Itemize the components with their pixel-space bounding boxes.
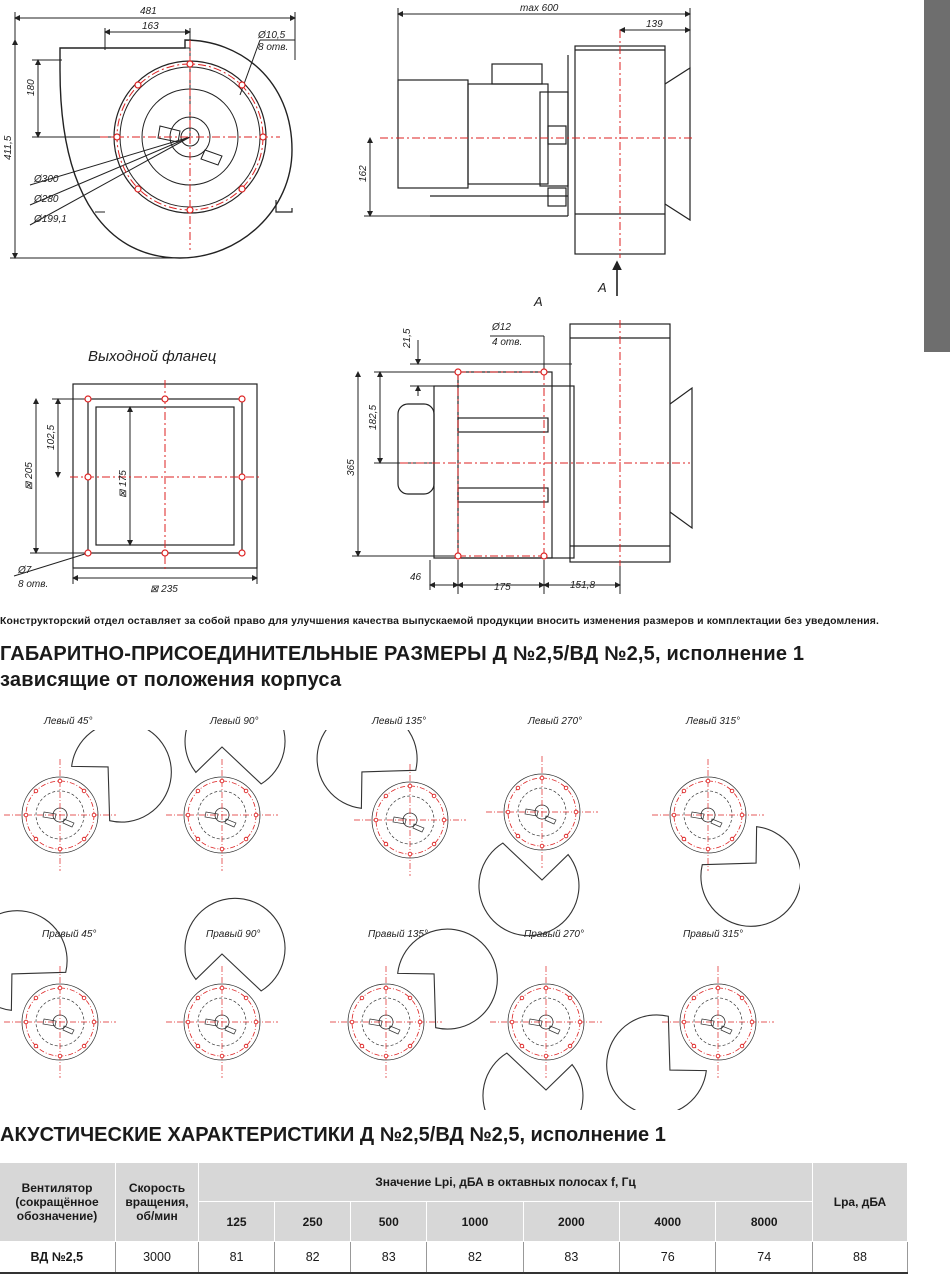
freq-header: 4000	[620, 1202, 716, 1242]
bolt-hole	[92, 1020, 96, 1024]
motor-blades	[43, 1019, 74, 1034]
motor-blades	[205, 1019, 236, 1034]
value-cell: 83	[351, 1242, 427, 1274]
dim-d199: Ø199,1	[34, 214, 67, 225]
bolt-hole	[540, 844, 544, 848]
bolt-hole	[564, 786, 568, 790]
housing-outline	[398, 929, 498, 1029]
dim-max600: max 600	[520, 3, 559, 14]
variant-drawings	[0, 730, 800, 1110]
bolt-hole	[244, 1044, 248, 1048]
dim-175: ⊠ 175	[118, 470, 129, 498]
col-speed: Скорость вращения, об/мин	[116, 1163, 199, 1242]
bolt-hole	[196, 789, 200, 793]
dim-481: 481	[140, 6, 157, 17]
motor-blades	[525, 809, 556, 824]
dim-d7: Ø7	[18, 565, 32, 576]
dim-180: 180	[26, 79, 37, 96]
bolt-hole	[578, 1020, 582, 1024]
housing-outline	[607, 1015, 707, 1110]
variant-label: Правый 315°	[683, 929, 743, 940]
variant-label: Правый 135°	[368, 929, 428, 940]
bolt-hole	[574, 810, 578, 814]
bolt-hole	[432, 794, 436, 798]
housing-outline	[317, 730, 417, 808]
bolt-hole	[58, 1054, 62, 1058]
value-cell: 81	[199, 1242, 275, 1274]
view-a-label: A	[534, 294, 543, 309]
housing-outline	[483, 1053, 583, 1110]
dim-21: 21,5	[402, 328, 413, 348]
bolt-hole	[408, 852, 412, 856]
dim-d280: Ø280	[34, 194, 59, 205]
bolt-hole	[92, 813, 96, 817]
dim-d12-count: 4 отв.	[492, 337, 523, 348]
bolt-hole	[506, 810, 510, 814]
bolt-hole	[58, 986, 62, 990]
dim-365: 365	[346, 459, 357, 476]
bolt-hole	[384, 794, 388, 798]
bolt-hole	[418, 1020, 422, 1024]
dim-d12: Ø12	[492, 322, 511, 333]
flange-title: Выходной фланец	[88, 348, 217, 365]
bolt-hole	[82, 837, 86, 841]
bolt-hole	[516, 786, 520, 790]
speed-cell: 3000	[116, 1242, 199, 1274]
bolt-hole	[244, 837, 248, 841]
bolt-hole	[442, 818, 446, 822]
bolt-hole	[384, 1054, 388, 1058]
value-cell: 82	[275, 1242, 351, 1274]
bolt-hole	[568, 996, 572, 1000]
bolt-hole	[408, 784, 412, 788]
bolt-hole	[82, 1044, 86, 1048]
col-fan: Вентилятор (сокращённое обозначение)	[0, 1163, 116, 1242]
motor-blades	[529, 1019, 560, 1034]
dim-163: 163	[142, 21, 159, 32]
bolt-hole	[408, 996, 412, 1000]
bolt-hole	[34, 789, 38, 793]
motor-blades	[691, 812, 722, 827]
bolt-hole	[384, 986, 388, 990]
variant-label: Правый 45°	[42, 929, 97, 940]
value-cell: 83	[523, 1242, 619, 1274]
housing-outline	[185, 898, 285, 991]
bolt-hole	[568, 1044, 572, 1048]
bolt-hole	[220, 847, 224, 851]
fan-cell: ВД №2,5	[0, 1242, 116, 1274]
bolt-hole	[672, 813, 676, 817]
bolt-hole	[82, 996, 86, 1000]
bolt-hole	[730, 789, 734, 793]
freq-header: 1000	[427, 1202, 523, 1242]
dim-46: 46	[410, 572, 422, 583]
bolt-hole	[196, 1044, 200, 1048]
bolt-hole	[186, 1020, 190, 1024]
bolt-hole	[360, 996, 364, 1000]
bolt-hole	[682, 837, 686, 841]
heading-dimensions: ГАБАРИТНО-ПРИСОЕДИНИТЕЛЬНЫЕ РАЗМЕРЫ Д №2,5/ВД №2,5, исполнение 1	[0, 643, 805, 665]
freq-header: 250	[275, 1202, 351, 1242]
lpa-cell: 88	[813, 1242, 908, 1274]
dim-hole-count: 8 отв.	[258, 42, 289, 53]
col-lpi: Значение Lpi, дБА в октавных полосах f, Гц	[199, 1163, 813, 1202]
bolt-hole	[220, 1054, 224, 1058]
bolt-hole	[244, 996, 248, 1000]
bolt-hole	[432, 842, 436, 846]
bolt-hole	[254, 813, 258, 817]
bolt-hole	[730, 837, 734, 841]
bolt-hole	[374, 818, 378, 822]
bolt-hole	[220, 779, 224, 783]
acoustic-table	[0, 1162, 908, 1274]
freq-header: 8000	[716, 1202, 813, 1242]
dim-205: ⊠ 205	[24, 462, 35, 490]
bolt-hole	[564, 834, 568, 838]
bolt-hole	[24, 813, 28, 817]
bolt-hole	[740, 813, 744, 817]
arrow-a-label: A	[598, 280, 607, 295]
motor-blades	[205, 812, 236, 827]
variant-label: Левый 270°	[528, 716, 583, 727]
bolt-hole	[82, 789, 86, 793]
value-cell: 74	[716, 1242, 813, 1274]
bolt-hole	[196, 996, 200, 1000]
motor-blades	[393, 817, 424, 832]
bolt-hole	[706, 779, 710, 783]
bolt-hole	[34, 1044, 38, 1048]
bolt-hole	[692, 996, 696, 1000]
bolt-hole	[220, 986, 224, 990]
bolt-hole	[254, 1020, 258, 1024]
dim-102: 102,5	[46, 424, 57, 450]
dim-162: 162	[358, 165, 369, 182]
motor-blades	[369, 1019, 400, 1034]
housing-outline	[479, 843, 579, 936]
variant-label: Правый 90°	[206, 929, 261, 940]
bolt-hole	[516, 834, 520, 838]
variant-label: Правый 270°	[524, 929, 584, 940]
bolt-hole	[540, 776, 544, 780]
bolt-hole	[520, 1044, 524, 1048]
bolt-hole	[750, 1020, 754, 1024]
housing-outline	[0, 911, 67, 1011]
motor-blades	[43, 812, 74, 827]
dim-411: 411,5	[3, 135, 14, 160]
bolt-hole	[520, 996, 524, 1000]
dim-175b: 175	[494, 582, 511, 593]
freq-header: 2000	[523, 1202, 619, 1242]
bolt-hole	[740, 996, 744, 1000]
bolt-hole	[360, 1044, 364, 1048]
design-notice: Конструкторский отдел оставляет за собой право для улучшения качества выпускаемой продукции вносить изменения размеров и комплектации без уведомления.	[0, 616, 880, 627]
bolt-hole	[706, 847, 710, 851]
variant-label: Левый 315°	[686, 716, 741, 727]
dim-139: 139	[646, 19, 663, 30]
freq-header: 125	[199, 1202, 275, 1242]
bolt-hole	[24, 1020, 28, 1024]
dim-151: 151,8	[570, 580, 596, 591]
bolt-hole	[544, 986, 548, 990]
variant-label: Левый 135°	[372, 716, 427, 727]
bolt-hole	[716, 1054, 720, 1058]
bolt-hole	[692, 1044, 696, 1048]
variant-label: Левый 90°	[210, 716, 259, 727]
housing-outline	[701, 827, 800, 927]
bolt-hole	[740, 1044, 744, 1048]
housing-outline	[185, 730, 285, 784]
bolt-hole	[244, 789, 248, 793]
table-row	[0, 1242, 908, 1274]
page-side-tab	[924, 0, 950, 352]
bolt-hole	[350, 1020, 354, 1024]
bolt-hole	[682, 1020, 686, 1024]
heading-dimensions-sub: зависящие от положения корпуса	[0, 669, 342, 691]
col-lpa: Lpa, дБА	[813, 1163, 908, 1242]
bolt-hole	[34, 837, 38, 841]
housing-outline	[72, 730, 172, 822]
variant-label: Левый 45°	[44, 716, 93, 727]
freq-header: 500	[351, 1202, 427, 1242]
dim-182: 182,5	[368, 404, 379, 430]
bolt-hole	[408, 1044, 412, 1048]
bolt-hole	[58, 779, 62, 783]
value-cell: 76	[620, 1242, 716, 1274]
bolt-hole	[682, 789, 686, 793]
technical-drawings	[0, 0, 924, 600]
bolt-hole	[544, 1054, 548, 1058]
dim-hole-diam: Ø10,5	[258, 30, 286, 41]
bolt-hole	[58, 847, 62, 851]
motor-blades	[701, 1019, 732, 1034]
dim-d7-count: 8 отв.	[18, 579, 49, 590]
value-cell: 82	[427, 1242, 523, 1274]
bolt-hole	[186, 813, 190, 817]
heading-acoustic: АКУСТИЧЕСКИЕ ХАРАКТЕРИСТИКИ Д №2,5/ВД №2,5, исполнение 1	[0, 1124, 666, 1146]
bolt-hole	[510, 1020, 514, 1024]
bolt-hole	[716, 986, 720, 990]
dim-d300: Ø300	[34, 174, 59, 185]
dim-235: ⊠ 235	[150, 584, 178, 595]
bolt-hole	[196, 837, 200, 841]
bolt-hole	[384, 842, 388, 846]
bolt-hole	[34, 996, 38, 1000]
